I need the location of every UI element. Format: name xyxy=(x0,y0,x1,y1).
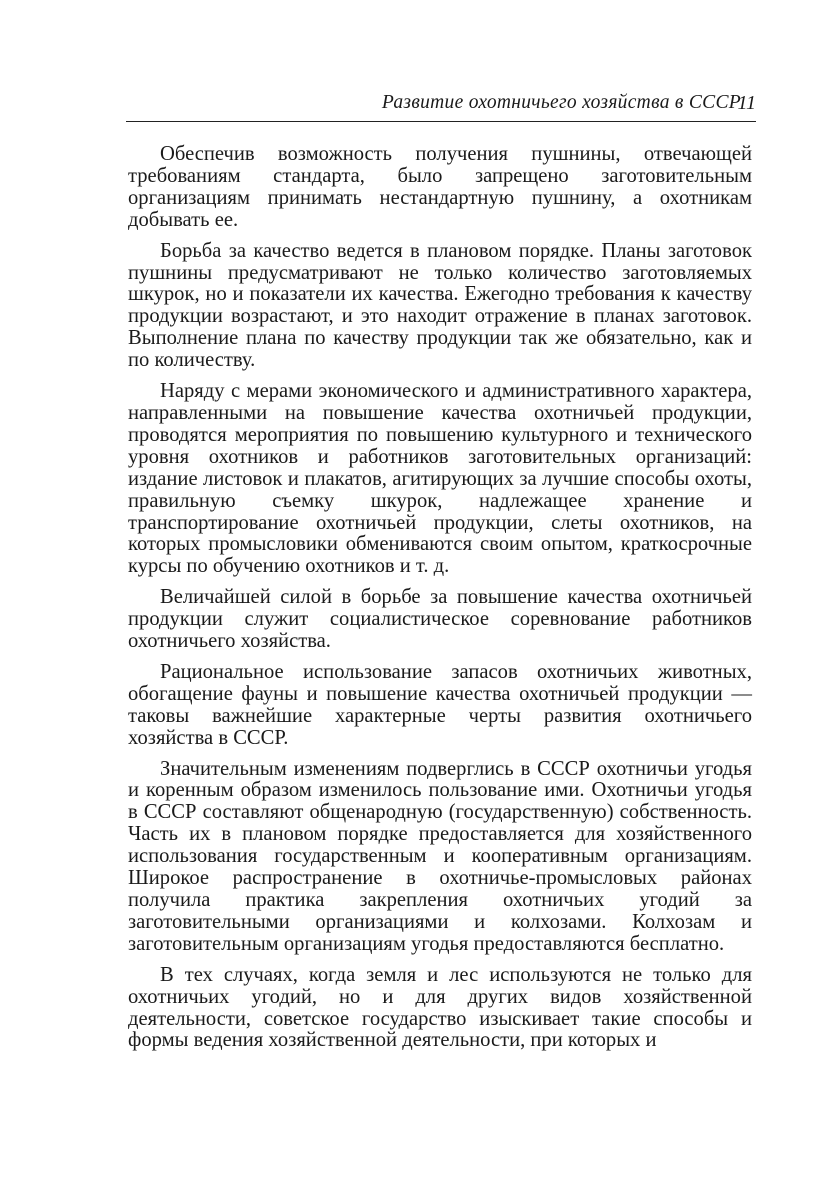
paragraph-7: В тех случаях, когда земля и лес используются не только для охотничьих угодий, но и для других видов хозяйственной деятельности, советское государство изыскивает такие способы и формы ведения хозяйственной деятельности, при которых и xyxy=(128,963,752,1052)
paragraph-6: Значительным изменениям подверглись в СССР охотничьи угодья и коренным образом изменилось пользование ими. Охотничьи угодья в СССР составляют общенародную (государственную) собственность. Часть их в плановом порядке предоставляется для хозяйственного использования государственным и кооперативным организациям. Широкое распространение в охотничье-промысловых районах получила практика закрепления охотничьих угодий за заготовительными организациями и колхозами. Колхозам и заготовительным организациям угодья предоставляются бесплатно. xyxy=(128,757,752,955)
running-head-title: Развитие охотничьего хозяйства в СССР xyxy=(381,92,741,113)
paragraph-2: Борьба за качество ведется в плановом порядке. Планы заготовок пушнины предусматривают не только количество заготовляемых шкурок, но и показатели их качества. Ежегодно требования к качеству продукции возрастают, и это находит отражение в планах заготовок. Выполнение плана по качеству продукции так же обязательно, как и по количеству. xyxy=(128,239,752,372)
paragraph-1: Обеспечив возможность получения пушнины, отвечающей требованиям стандарта, было запрещено заготовительным организациям принимать нестандартную пушнину, а охотникам добывать ее. xyxy=(128,143,752,231)
header-rule xyxy=(126,121,756,122)
page-number: 11 xyxy=(737,92,756,114)
paragraph-4: Величайшей силой в борьбе за повышение качества охотничьей продукции служит социалистическое соревнование работников охотничьего хозяйства. xyxy=(128,586,752,653)
paragraph-3: Наряду с мерами экономического и административного характера, направленными на повышение качества охотничьей продукции, проводятся мероприятия по повышению культурного и технического уровня охотников и работников заготовительных организаций: издание листовок и плакатов, агитирующих за лучшие способы охоты, правильную съемку шкурок, надлежащее хранение и транспортирование охотничьей продукции, слеты охотников, на которых промысловики обмениваются своим опытом, краткосрочные курсы по обучению охотников и т. д. xyxy=(128,380,752,578)
running-head xyxy=(126,92,756,118)
paragraph-5: Рациональное использование запасов охотничьих животных, обогащение фауны и повышение качества охотничьей продукции — таковы важнейшие характерные черты развития охотничьего хозяйства в СССР. xyxy=(128,660,752,749)
body-text xyxy=(128,144,752,1061)
